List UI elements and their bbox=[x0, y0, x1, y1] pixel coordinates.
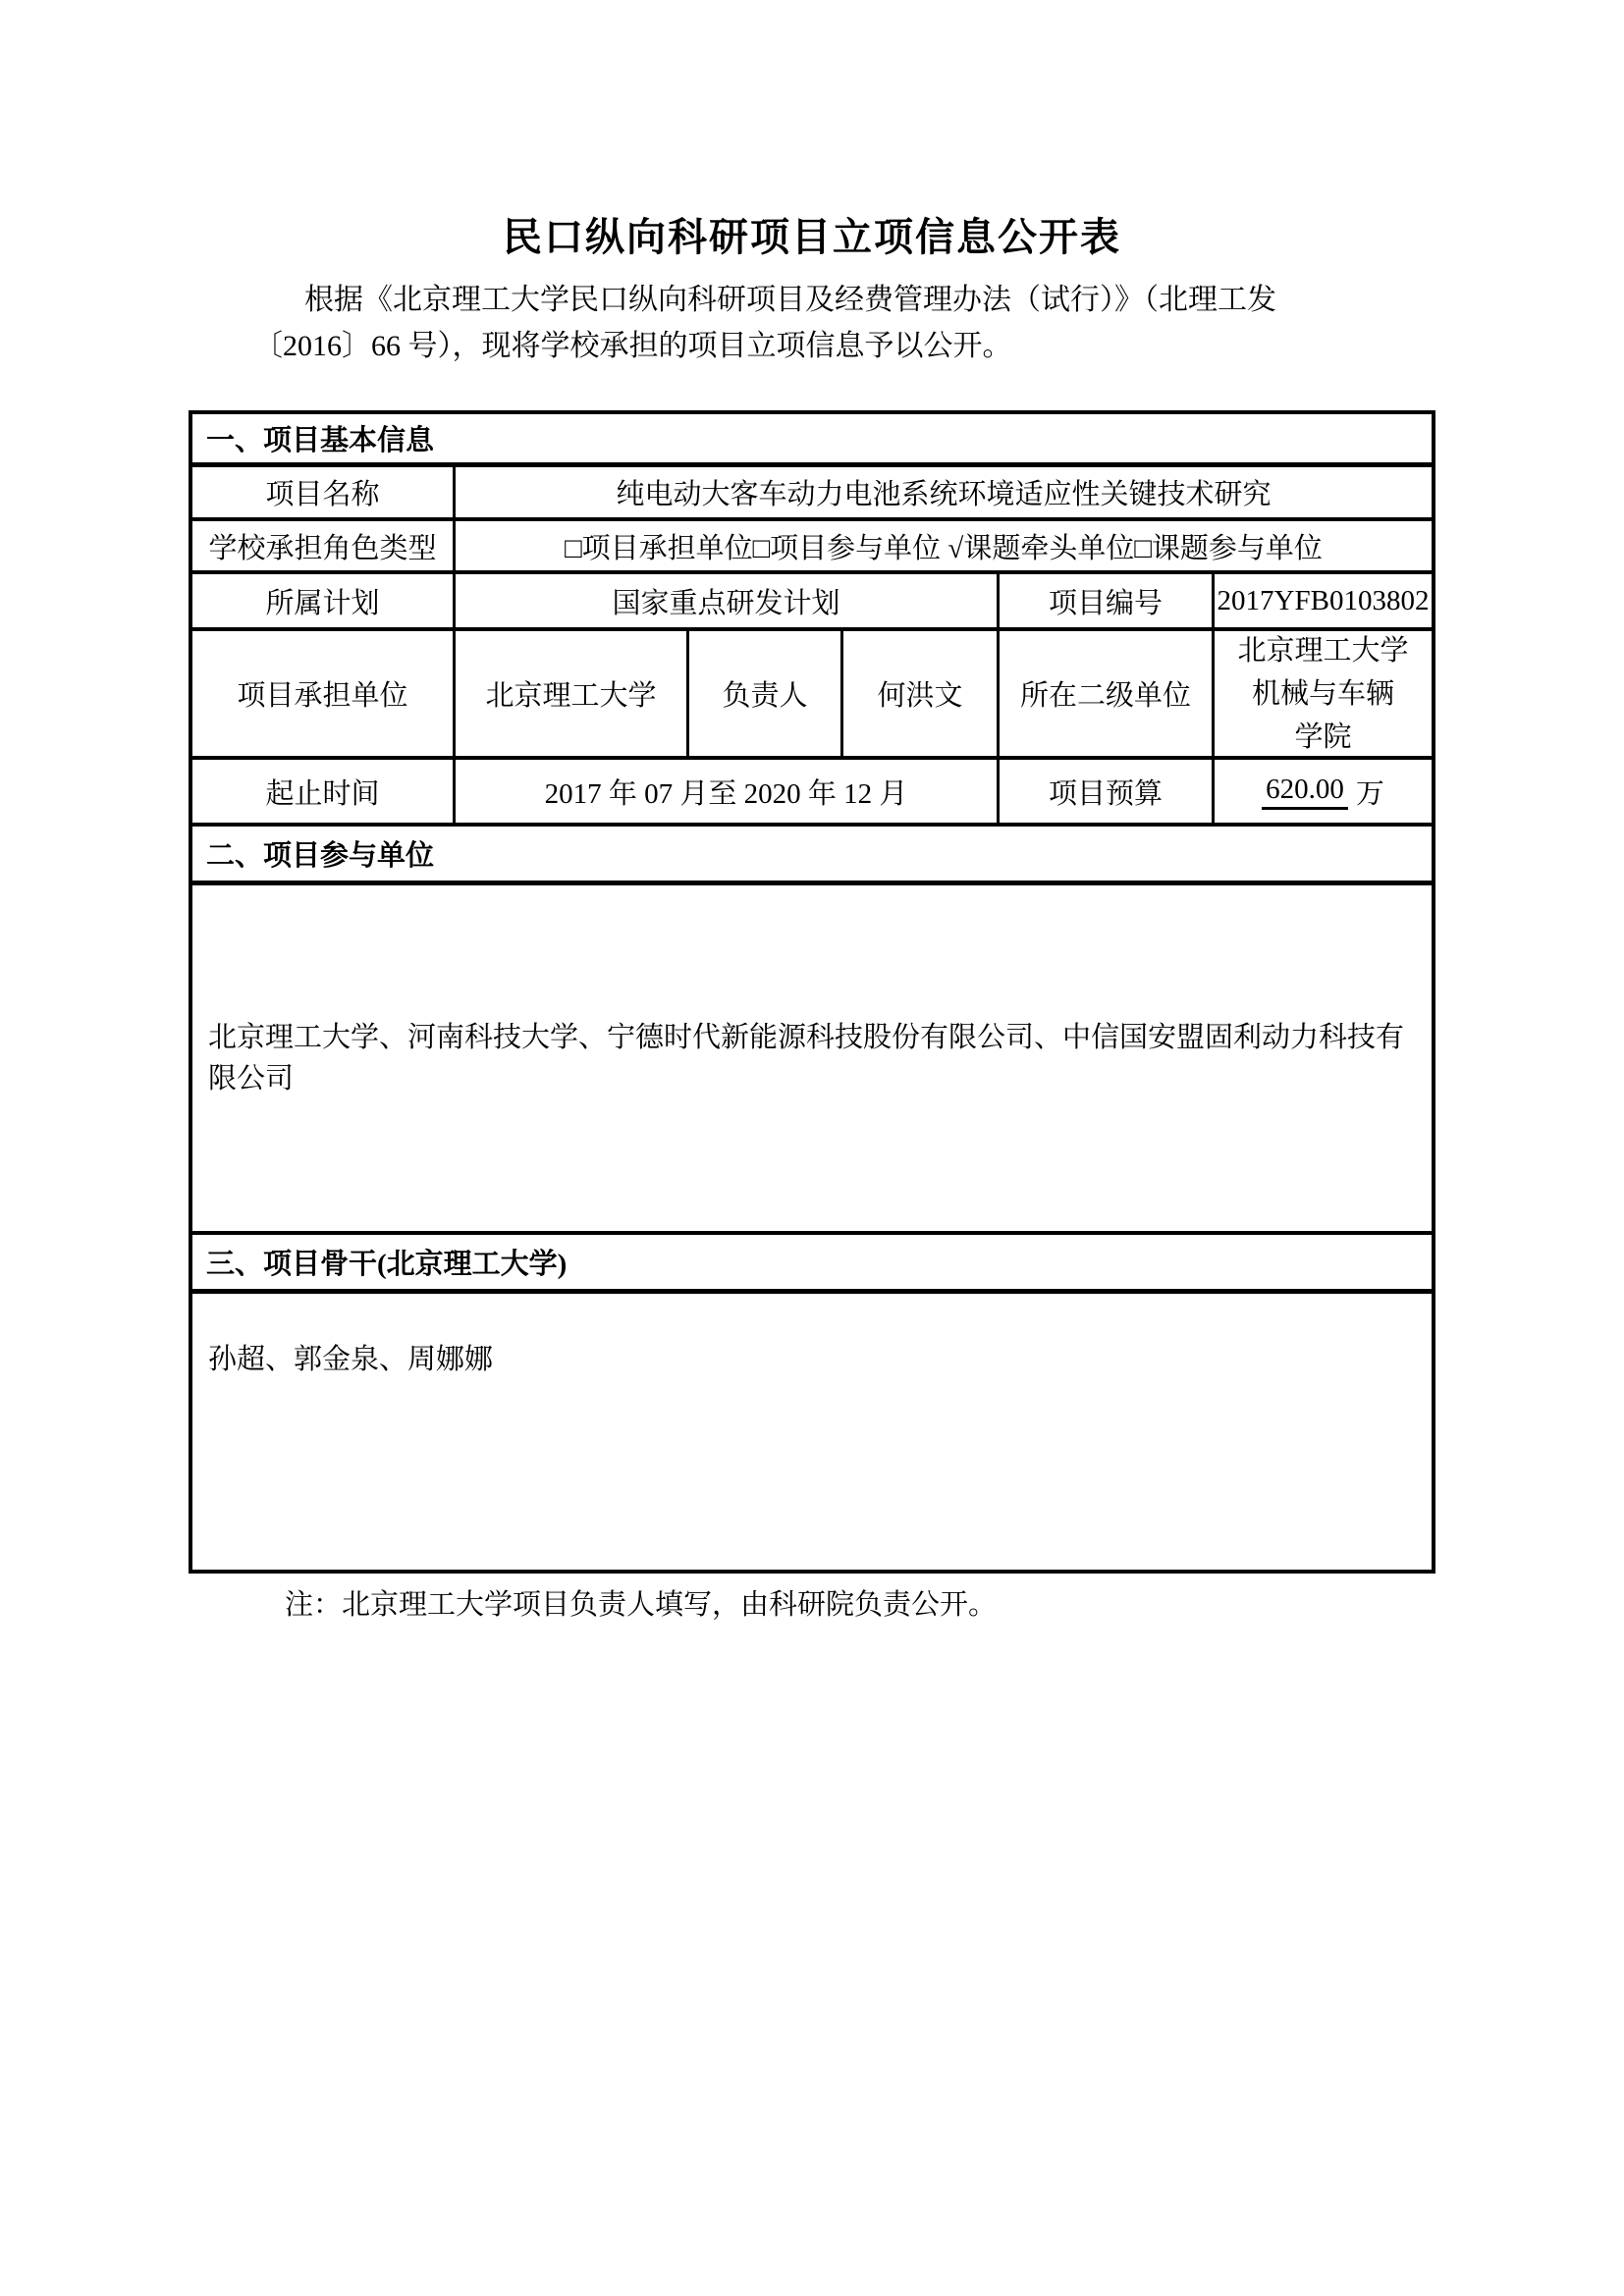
section2-header: 二、项目参与单位 bbox=[206, 840, 435, 872]
plan-row bbox=[192, 574, 1432, 631]
participants-row bbox=[192, 885, 1432, 1235]
leader-label: 负责人 bbox=[689, 631, 843, 756]
footer-note: 注：北京理工大学项目负责人填写，由科研院负责公开。 bbox=[285, 1589, 998, 1621]
intro-line-2: 〔2016〕66 号），现将学校承担的项目立项信息予以公开。 bbox=[253, 330, 1012, 362]
project-name-label: 项目名称 bbox=[192, 467, 456, 517]
section1-header: 一、项目基本信息 bbox=[206, 425, 435, 456]
project-info-table bbox=[189, 410, 1435, 1574]
backbone-content: 孙超、郭金泉、周娜娜 bbox=[208, 1344, 494, 1375]
budget-value-cell bbox=[1215, 760, 1432, 823]
undertaker-row bbox=[192, 631, 1432, 760]
project-no-label: 项目编号 bbox=[1000, 574, 1215, 627]
project-name-row bbox=[192, 467, 1432, 521]
role-type-label: 学校承担角色类型 bbox=[192, 521, 456, 570]
plan-label: 所属计划 bbox=[192, 574, 456, 627]
project-name-value: 纯电动大客车动力电池系统环境适应性关键技术研究 bbox=[616, 479, 1272, 510]
budget-value: 620.00 bbox=[1262, 774, 1348, 810]
section3-header-row bbox=[192, 1235, 1432, 1294]
intro-paragraph bbox=[253, 277, 1392, 369]
budget-label: 项目预算 bbox=[1000, 760, 1215, 823]
dept-value-line1: 北京理工大学 bbox=[1237, 634, 1409, 667]
backbone-row bbox=[192, 1294, 1432, 1570]
dept-value-line3: 学院 bbox=[1294, 721, 1352, 753]
duration-value: 2017 年 07 月至 2020 年 12 月 bbox=[456, 760, 1000, 823]
intro-line-1: 根据《北京理工大学民口纵向科研项目及经费管理办法（试行）》（北理工发 bbox=[304, 284, 1276, 316]
participants-content: 北京理工大学、河南科技大学、宁德时代新能源科技股份有限公司、中信国安盟固利动力科技有限公司 bbox=[208, 1022, 1405, 1095]
role-type-options: □项目承担单位□项目参与单位 √课题牵头单位□课题参与单位 bbox=[565, 532, 1323, 564]
leader-value: 何洪文 bbox=[843, 631, 1000, 756]
undertaker-label: 项目承担单位 bbox=[192, 631, 456, 756]
duration-row bbox=[192, 760, 1432, 827]
dept-value-line2: 机械与车辆 bbox=[1251, 677, 1394, 710]
role-type-row bbox=[192, 521, 1432, 574]
project-no-value: 2017YFB0103802 bbox=[1217, 584, 1430, 616]
section2-header-row bbox=[192, 827, 1432, 885]
budget-unit: 万 bbox=[1355, 777, 1384, 810]
duration-label: 起止时间 bbox=[192, 760, 456, 823]
section3-header: 三、项目骨干(北京理工大学) bbox=[206, 1249, 568, 1280]
undertaker-value: 北京理工大学 bbox=[456, 631, 689, 756]
dept-value bbox=[1215, 631, 1432, 756]
plan-value: 国家重点研发计划 bbox=[456, 574, 1000, 627]
dept-label: 所在二级单位 bbox=[1000, 631, 1215, 756]
section1-header-row bbox=[192, 414, 1432, 467]
document-title: 民口纵向科研项目立项信息公开表 bbox=[503, 215, 1121, 259]
